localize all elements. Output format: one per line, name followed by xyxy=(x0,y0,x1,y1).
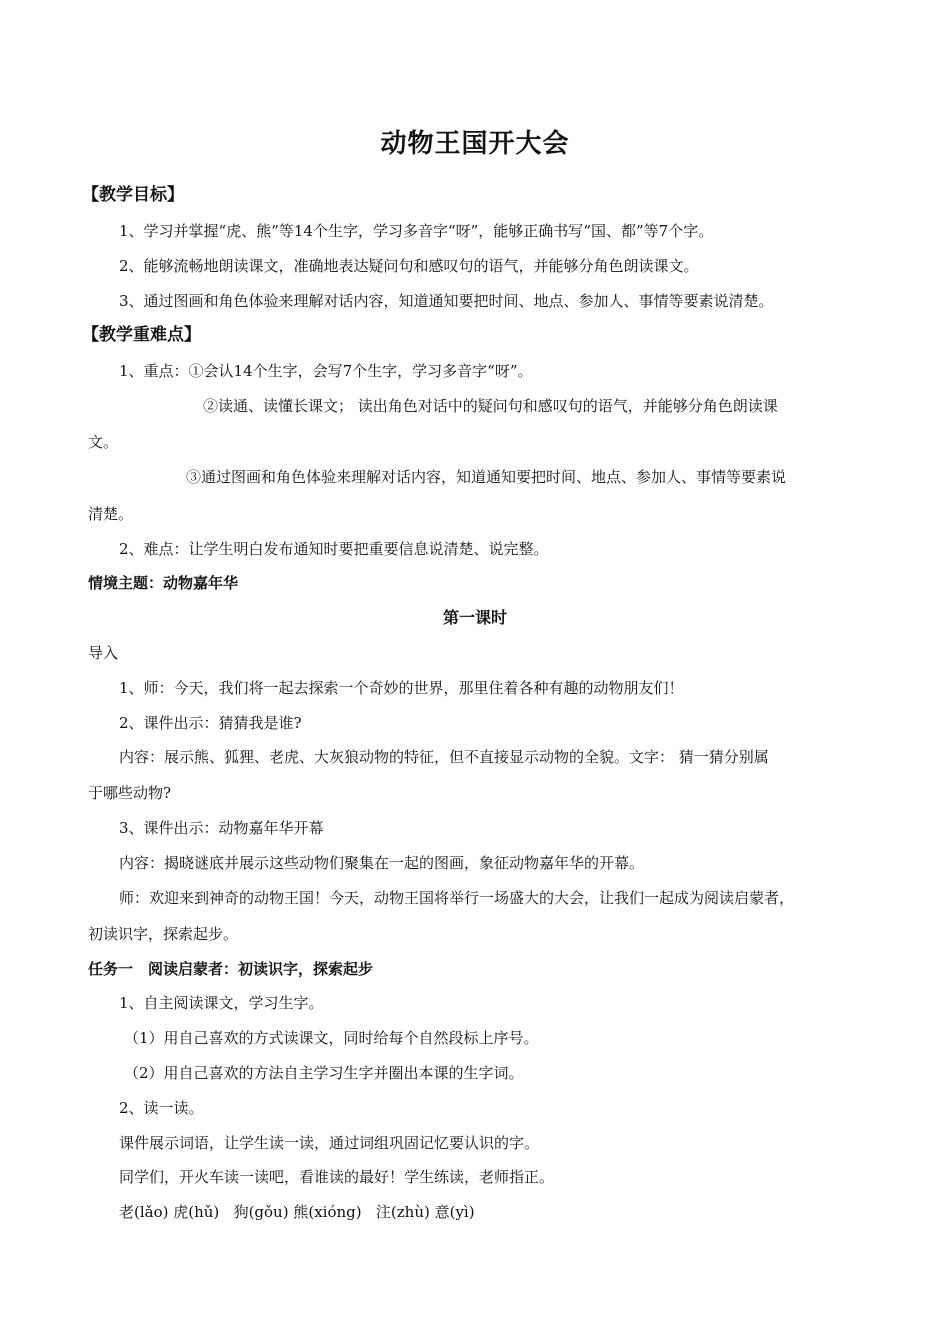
pinyin-word-list: 老(lǎo) 虎(hǔ) 狗(gǒu) 熊(xióng) 注(zhù) 意(yì) xyxy=(119,1203,475,1221)
keypoints-heading: 【教学重难点】 xyxy=(82,325,201,345)
goal-item-1: 1、学习并掌握“虎、熊”等14个生字，学习多音字“呀”，能够正确书写“国、都”等7个字。 xyxy=(119,222,714,240)
task1-line-3: （2）用自己喜欢的方法自主学习生字并圈出本课的生字词。 xyxy=(124,1064,524,1082)
lesson-heading: 第一课时 xyxy=(442,608,507,627)
goal-item-3: 3、通过图画和角色体验来理解对话内容，知道通知要把时间、地点、参加人、事情等要素说清楚。 xyxy=(119,292,774,310)
difficulty: 2、难点：让学生明白发布通知时要把重要信息说清楚、说完整。 xyxy=(119,540,549,558)
task1-line-5: 课件展示词语，让学生读一读，通过词组巩固记忆要认识的字。 xyxy=(119,1134,540,1152)
keypoint-3-line-1: ③通过图画和角色体验来理解对话内容，知道通知要把时间、地点、参加人、事情等要素说 xyxy=(186,468,787,486)
task1-line-2: （1）用自己喜欢的方式读课文，同时给每个自然段标上序号。 xyxy=(124,1029,539,1047)
intro-line-6b: 初读识字，探索起步。 xyxy=(88,925,239,943)
intro-line-6a: 师：欢迎来到神奇的动物王国！今天，动物王国将举行一场盛大的大会，让我们一起成为阅读启蒙者， xyxy=(119,889,795,907)
task1-line-4: 2、读一读。 xyxy=(119,1099,204,1117)
task1-line-1: 1、自主阅读课文，学习生字。 xyxy=(119,994,324,1012)
intro-line-3a: 内容：展示熊、狐狸、老虎、大灰狼动物的特征，但不直接显示动物的全貌。文字： 猜一猜分别属 xyxy=(119,748,769,766)
intro-line-3b: 于哪些动物? xyxy=(88,784,172,802)
intro-line-1: 1、师：今天，我们将一起去探索一个奇妙的世界，那里住着各种有趣的动物朋友们！ xyxy=(119,679,684,697)
intro-line-4: 3、课件出示：动物嘉年华开幕 xyxy=(119,819,324,837)
keypoint-2-line-1: ②读通、读懂长课文； 读出角色对话中的疑问句和感叹句的语气，并能够分角色朗读课 xyxy=(203,397,778,415)
theme-line: 情境主题：动物嘉年华 xyxy=(88,574,239,592)
goals-heading: 【教学目标】 xyxy=(82,185,184,205)
document-title: 动物王国开大会 xyxy=(380,129,570,159)
keypoint-1: 1、重点：①会认14个生字，会写7个生字，学习多音字“呀”。 xyxy=(119,362,533,380)
intro-label: 导入 xyxy=(88,644,119,662)
keypoint-2-line-2: 文。 xyxy=(88,433,119,451)
goal-item-2: 2、能够流畅地朗读课文，准确地表达疑问句和感叹句的语气，并能够分角色朗读课文。 xyxy=(119,257,699,275)
intro-line-2: 2、课件出示：猜猜我是谁? xyxy=(119,714,302,732)
task1-heading: 任务一 阅读启蒙者：初读识字，探索起步 xyxy=(88,960,374,978)
task1-line-6: 同学们，开火车读一读吧，看谁读的最好！学生练读，老师指正。 xyxy=(119,1168,555,1186)
keypoint-3-line-2: 清楚。 xyxy=(88,505,134,523)
intro-line-5: 内容：揭晓谜底并展示这些动物们聚集在一起的图画，象征动物嘉年华的开幕。 xyxy=(119,854,645,872)
